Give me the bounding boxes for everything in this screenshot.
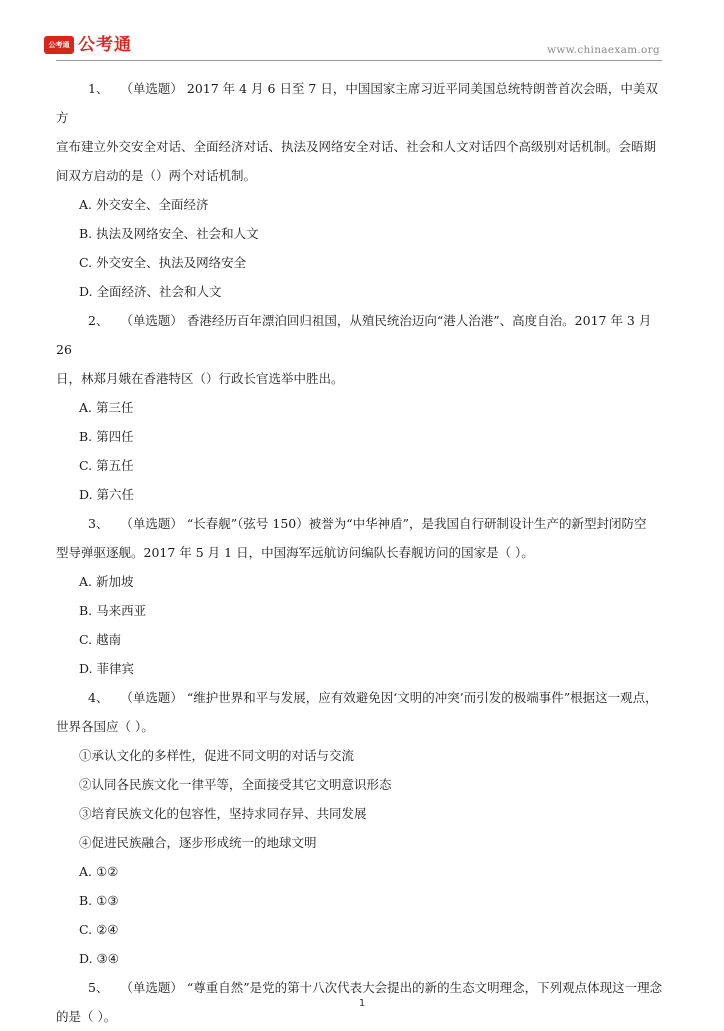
question-1: [56, 74, 668, 306]
option-a: A. 外交安全、全面经济: [79, 197, 209, 212]
option-c: C. 越南: [79, 632, 122, 647]
question-type: （单选题）: [120, 690, 183, 705]
option-c: C. 第五任: [79, 458, 134, 473]
question-text-rest: 宣布建立外交安全对话、全面经济对话、执法及网络安全对话、社会和人文对话四个高级别对话机制。会晤期间双方启动的是（）两个对话机制。: [56, 139, 657, 183]
option-b: B. ①③: [79, 893, 119, 908]
option-a: A. 新加坡: [79, 574, 134, 589]
statement-4: ④促进民族融合，逐步形成统一的地球文明: [79, 835, 317, 850]
option-a: A. ①②: [79, 864, 119, 879]
question-type: （单选题）: [120, 81, 183, 96]
site-url: www.chinaexam.org: [547, 44, 660, 56]
question-number: 1、: [88, 81, 109, 96]
question-3: [56, 509, 668, 683]
question-2: [56, 306, 668, 509]
question-text-line1: “尊重自然”是党的第十八次代表大会提出的新的生态文明理念，下列观点体现这一理念: [186, 980, 663, 995]
option-b: B. 执法及网络安全、社会和人文: [79, 226, 259, 241]
statement-2: ②认同各民族文化一律平等，全面接受其它文明意识形态: [79, 777, 392, 792]
statement-1: ①承认文化的多样性，促进不同文明的对话与交流: [79, 748, 355, 763]
header-divider: [56, 60, 662, 61]
question-text-rest: 日，林郑月娥在香港特区（）行政长官选举中胜出。: [56, 371, 344, 386]
logo: [44, 34, 132, 56]
option-d: D. 全面经济、社会和人文: [79, 284, 222, 299]
question-text-line1: “维护世界和平与发展，应有效避免因‘文明的冲突’而引发的极端事件”根据这一观点，: [186, 690, 658, 705]
page-header: [0, 0, 724, 60]
option-c: C. ②④: [79, 922, 119, 937]
question-text-rest: 世界各国应（ ）。: [56, 719, 154, 734]
question-4: [56, 683, 668, 973]
question-stem: [56, 683, 668, 712]
question-type: （单选题）: [120, 313, 183, 328]
document-body: [56, 74, 668, 1031]
option-d: D. 菲律宾: [79, 661, 135, 676]
question-number: 3、: [88, 516, 109, 531]
question-text-line1: “长春舰”（弦号 150）被誉为“中华神盾”，是我国自行研制设计生产的新型封闭防空: [186, 516, 647, 531]
page-number: 1: [358, 998, 366, 1009]
option-d: D. ③④: [79, 951, 119, 966]
question-number: 2、: [88, 313, 109, 328]
option-a: A. 第三任: [79, 400, 134, 415]
question-text-rest: 的是（ ）。: [56, 1009, 117, 1024]
logo-badge: 公考通: [44, 36, 74, 54]
option-b: B. 马来西亚: [79, 603, 147, 618]
question-stem: [56, 306, 668, 364]
option-b: B. 第四任: [79, 429, 134, 444]
question-stem: [56, 509, 668, 538]
option-d: D. 第六任: [79, 487, 135, 502]
question-text-line1: 2017 年 4 月 6 日至 7 日，中国国家主席习近平同美国总统特朗普首次会晤，中美双方: [56, 81, 658, 125]
logo-text: 公考通: [78, 35, 132, 55]
question-text-line1: 香港经历百年漂泊回归祖国，从殖民统治迈向“港人治港”、高度自治。2017 年 3 月 26: [56, 313, 652, 357]
option-c: C. 外交安全、执法及网络安全: [79, 255, 247, 270]
question-stem: [56, 74, 668, 132]
question-number: 5、: [88, 980, 109, 995]
question-number: 4、: [88, 690, 109, 705]
question-type: （单选题）: [120, 980, 183, 995]
question-text-rest: 型导弹驱逐舰。2017 年 5 月 1 日，中国海军远航访问编队长春舰访问的国家是（ ）。: [56, 545, 534, 560]
question-type: （单选题）: [120, 516, 183, 531]
statement-3: ③培育民族文化的包容性，坚持求同存异、共同发展: [79, 806, 367, 821]
